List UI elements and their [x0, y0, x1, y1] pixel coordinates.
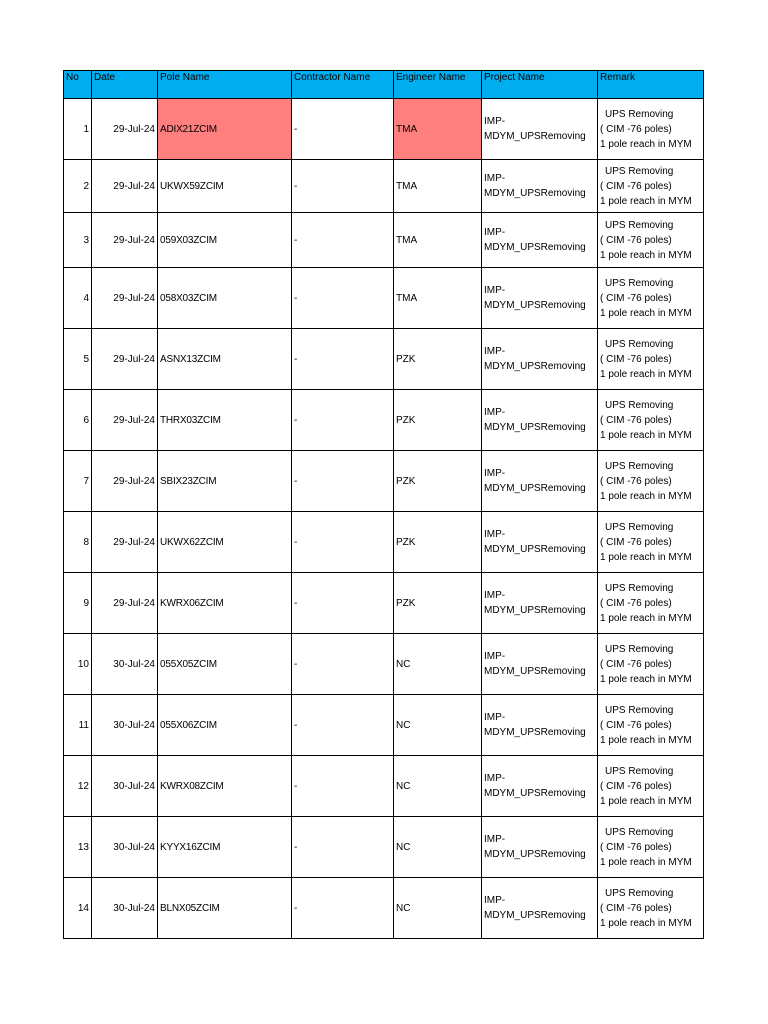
remark-line-1: UPS Removing	[605, 165, 674, 177]
cell-project-name	[482, 160, 598, 213]
project-line-2: MDYM_UPSRemoving	[484, 188, 586, 199]
remark-line-1: UPS Removing	[605, 338, 674, 350]
remark-line-1: UPS Removing	[605, 277, 674, 289]
cell-contractor-name: -	[292, 756, 394, 817]
cell-remark	[598, 451, 704, 512]
cell-date: 29-Jul-24	[92, 451, 158, 512]
remark-line-1: UPS Removing	[605, 460, 674, 472]
table-row	[64, 512, 704, 573]
cell-project-name	[482, 329, 598, 390]
cell-pole-name: 055X05ZCIM	[158, 634, 292, 695]
remark-line-1: UPS Removing	[605, 399, 674, 411]
cell-remark	[598, 878, 704, 939]
cell-project-name	[482, 634, 598, 695]
cell-no: 8	[64, 512, 92, 573]
header-project-name: Project Name	[482, 71, 598, 99]
cell-contractor-name: -	[292, 99, 394, 160]
remark-line-1: UPS Removing	[605, 582, 674, 594]
cell-remark	[598, 756, 704, 817]
remark-line-2: ( CIM -76 poles)	[600, 180, 672, 192]
remark-line-2: ( CIM -76 poles)	[600, 902, 672, 914]
cell-contractor-name: -	[292, 512, 394, 573]
table-row	[64, 634, 704, 695]
cell-project-name	[482, 573, 598, 634]
cell-contractor-name: -	[292, 573, 394, 634]
remark-line-2: ( CIM -76 poles)	[600, 414, 672, 426]
project-line-2: MDYM_UPSRemoving	[484, 131, 586, 142]
remark-line-1: UPS Removing	[605, 643, 674, 655]
remark-line-1: UPS Removing	[605, 521, 674, 533]
cell-engineer-name: PZK	[394, 329, 482, 390]
project-line-1: IMP-	[484, 773, 506, 784]
cell-date: 29-Jul-24	[92, 390, 158, 451]
cell-no: 13	[64, 817, 92, 878]
cell-contractor-name: -	[292, 268, 394, 329]
cell-remark	[598, 213, 704, 268]
cell-engineer-name: PZK	[394, 512, 482, 573]
cell-no: 11	[64, 695, 92, 756]
cell-remark	[598, 99, 704, 160]
cell-date: 30-Jul-24	[92, 634, 158, 695]
cell-project-name	[482, 451, 598, 512]
cell-pole-name: KWRX06ZCIM	[158, 573, 292, 634]
cell-remark	[598, 329, 704, 390]
project-line-1: IMP-	[484, 346, 506, 357]
table-row	[64, 878, 704, 939]
cell-pole-name: 059X03ZCIM	[158, 213, 292, 268]
cell-engineer-name: PZK	[394, 451, 482, 512]
cell-no: 4	[64, 268, 92, 329]
pole-removal-table	[63, 70, 704, 939]
cell-engineer-name: NC	[394, 817, 482, 878]
project-line-1: IMP-	[484, 468, 506, 479]
project-line-1: IMP-	[484, 529, 506, 540]
remark-line-2: ( CIM -76 poles)	[600, 597, 672, 609]
cell-project-name	[482, 756, 598, 817]
cell-engineer-name: PZK	[394, 573, 482, 634]
remark-line-3: 1 pole reach in MYM	[600, 795, 692, 807]
table-row	[64, 213, 704, 268]
project-line-2: MDYM_UPSRemoving	[484, 910, 586, 921]
project-line-2: MDYM_UPSRemoving	[484, 849, 586, 860]
cell-remark	[598, 695, 704, 756]
project-line-2: MDYM_UPSRemoving	[484, 242, 586, 253]
cell-project-name	[482, 695, 598, 756]
project-line-1: IMP-	[484, 227, 506, 238]
project-line-1: IMP-	[484, 285, 506, 296]
cell-pole-name: 058X03ZCIM	[158, 268, 292, 329]
remark-line-1: UPS Removing	[605, 219, 674, 231]
cell-date: 29-Jul-24	[92, 573, 158, 634]
cell-project-name	[482, 512, 598, 573]
cell-date: 29-Jul-24	[92, 160, 158, 213]
remark-line-3: 1 pole reach in MYM	[600, 551, 692, 563]
cell-contractor-name: -	[292, 451, 394, 512]
remark-line-3: 1 pole reach in MYM	[600, 138, 692, 150]
remark-line-3: 1 pole reach in MYM	[600, 249, 692, 261]
cell-engineer-name: NC	[394, 878, 482, 939]
cell-date: 30-Jul-24	[92, 756, 158, 817]
header-date: Date	[92, 71, 158, 99]
cell-engineer-name: NC	[394, 756, 482, 817]
remark-line-3: 1 pole reach in MYM	[600, 612, 692, 624]
cell-project-name	[482, 878, 598, 939]
cell-engineer-name: TMA	[394, 268, 482, 329]
cell-no: 9	[64, 573, 92, 634]
project-line-2: MDYM_UPSRemoving	[484, 544, 586, 555]
project-line-2: MDYM_UPSRemoving	[484, 483, 586, 494]
remark-line-3: 1 pole reach in MYM	[600, 307, 692, 319]
remark-line-1: UPS Removing	[605, 826, 674, 838]
remark-line-3: 1 pole reach in MYM	[600, 734, 692, 746]
cell-no: 5	[64, 329, 92, 390]
remark-line-1: UPS Removing	[605, 887, 674, 899]
remark-line-2: ( CIM -76 poles)	[600, 353, 672, 365]
cell-project-name	[482, 817, 598, 878]
project-line-2: MDYM_UPSRemoving	[484, 361, 586, 372]
table-row	[64, 573, 704, 634]
table-row	[64, 268, 704, 329]
cell-remark	[598, 573, 704, 634]
cell-no: 1	[64, 99, 92, 160]
cell-no: 7	[64, 451, 92, 512]
cell-date: 29-Jul-24	[92, 213, 158, 268]
table-row	[64, 160, 704, 213]
cell-remark	[598, 160, 704, 213]
table-row	[64, 817, 704, 878]
remark-line-1: UPS Removing	[605, 108, 674, 120]
remark-line-1: UPS Removing	[605, 704, 674, 716]
cell-remark	[598, 512, 704, 573]
project-line-1: IMP-	[484, 712, 506, 723]
cell-date: 29-Jul-24	[92, 268, 158, 329]
cell-contractor-name: -	[292, 390, 394, 451]
cell-remark	[598, 268, 704, 329]
header-pole-name: Pole Name	[158, 71, 292, 99]
remark-line-2: ( CIM -76 poles)	[600, 841, 672, 853]
cell-no: 10	[64, 634, 92, 695]
remark-line-2: ( CIM -76 poles)	[600, 123, 672, 135]
cell-contractor-name: -	[292, 329, 394, 390]
project-line-2: MDYM_UPSRemoving	[484, 422, 586, 433]
cell-project-name	[482, 213, 598, 268]
cell-contractor-name: -	[292, 634, 394, 695]
remark-line-2: ( CIM -76 poles)	[600, 536, 672, 548]
remark-line-3: 1 pole reach in MYM	[600, 429, 692, 441]
cell-date: 30-Jul-24	[92, 695, 158, 756]
table-row	[64, 756, 704, 817]
cell-date: 29-Jul-24	[92, 99, 158, 160]
table-row	[64, 99, 704, 160]
remark-line-2: ( CIM -76 poles)	[600, 234, 672, 246]
cell-no: 2	[64, 160, 92, 213]
cell-pole-name: THRX03ZCIM	[158, 390, 292, 451]
cell-pole-name: KWRX08ZCIM	[158, 756, 292, 817]
cell-engineer-name: TMA	[394, 99, 482, 160]
project-line-1: IMP-	[484, 895, 506, 906]
cell-no: 3	[64, 213, 92, 268]
cell-pole-name: ADIX21ZCIM	[158, 99, 292, 160]
project-line-1: IMP-	[484, 173, 506, 184]
header-contractor-name: Contractor Name	[292, 71, 394, 99]
cell-date: 30-Jul-24	[92, 878, 158, 939]
project-line-1: IMP-	[484, 651, 506, 662]
cell-contractor-name: -	[292, 695, 394, 756]
remark-line-2: ( CIM -76 poles)	[600, 719, 672, 731]
table-row	[64, 390, 704, 451]
cell-no: 6	[64, 390, 92, 451]
project-line-1: IMP-	[484, 590, 506, 601]
remark-line-2: ( CIM -76 poles)	[600, 780, 672, 792]
cell-pole-name: BLNX05ZCIM	[158, 878, 292, 939]
cell-project-name	[482, 390, 598, 451]
cell-remark	[598, 390, 704, 451]
project-line-2: MDYM_UPSRemoving	[484, 727, 586, 738]
cell-engineer-name: PZK	[394, 390, 482, 451]
cell-pole-name: KYYX16ZCIM	[158, 817, 292, 878]
header-no: No	[64, 71, 92, 99]
remark-line-3: 1 pole reach in MYM	[600, 856, 692, 868]
cell-pole-name: ASNX13ZCIM	[158, 329, 292, 390]
cell-date: 29-Jul-24	[92, 512, 158, 573]
remark-line-2: ( CIM -76 poles)	[600, 292, 672, 304]
header-remark: Remark	[598, 71, 704, 99]
cell-remark	[598, 634, 704, 695]
cell-contractor-name: -	[292, 817, 394, 878]
remark-line-3: 1 pole reach in MYM	[600, 673, 692, 685]
cell-date: 30-Jul-24	[92, 817, 158, 878]
table-row	[64, 451, 704, 512]
remark-line-3: 1 pole reach in MYM	[600, 195, 692, 207]
remark-line-3: 1 pole reach in MYM	[600, 917, 692, 929]
project-line-2: MDYM_UPSRemoving	[484, 605, 586, 616]
cell-pole-name: UKWX62ZCIM	[158, 512, 292, 573]
project-line-1: IMP-	[484, 834, 506, 845]
project-line-2: MDYM_UPSRemoving	[484, 666, 586, 677]
remark-line-2: ( CIM -76 poles)	[600, 475, 672, 487]
project-line-1: IMP-	[484, 116, 506, 127]
remark-line-3: 1 pole reach in MYM	[600, 368, 692, 380]
cell-pole-name: UKWX59ZCIM	[158, 160, 292, 213]
cell-remark	[598, 817, 704, 878]
cell-project-name	[482, 99, 598, 160]
cell-engineer-name: TMA	[394, 213, 482, 268]
cell-pole-name: 055X06ZCIM	[158, 695, 292, 756]
project-line-2: MDYM_UPSRemoving	[484, 300, 586, 311]
table-row	[64, 695, 704, 756]
remark-line-3: 1 pole reach in MYM	[600, 490, 692, 502]
header-row	[64, 71, 704, 99]
cell-no: 14	[64, 878, 92, 939]
cell-engineer-name: NC	[394, 634, 482, 695]
table-row	[64, 329, 704, 390]
cell-contractor-name: -	[292, 160, 394, 213]
cell-date: 29-Jul-24	[92, 329, 158, 390]
cell-contractor-name: -	[292, 878, 394, 939]
cell-project-name	[482, 268, 598, 329]
cell-contractor-name: -	[292, 213, 394, 268]
header-engineer-name: Engineer Name	[394, 71, 482, 99]
project-line-2: MDYM_UPSRemoving	[484, 788, 586, 799]
remark-line-2: ( CIM -76 poles)	[600, 658, 672, 670]
cell-engineer-name: NC	[394, 695, 482, 756]
cell-pole-name: SBIX23ZCIM	[158, 451, 292, 512]
cell-no: 12	[64, 756, 92, 817]
remark-line-1: UPS Removing	[605, 765, 674, 777]
cell-engineer-name: TMA	[394, 160, 482, 213]
project-line-1: IMP-	[484, 407, 506, 418]
